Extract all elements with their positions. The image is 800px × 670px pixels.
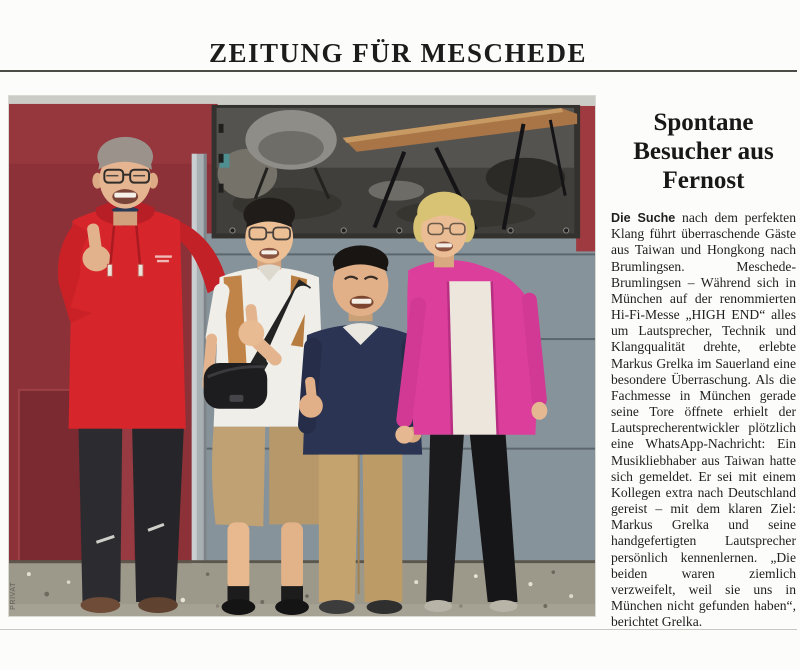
masthead-rule-divider (0, 70, 797, 72)
bottom-rule-divider (0, 629, 797, 630)
masthead-title: ZEITUNG FÜR MESCHEDE (208, 38, 588, 68)
photo-credit: PRIVAT (10, 582, 17, 610)
news-photo (8, 95, 596, 617)
article-body (611, 210, 796, 630)
article-column (611, 104, 796, 630)
photo-scene-svg (9, 96, 595, 616)
article-body-text: nach dem perfekten Klang führt überraschende Gäste aus Taiwan und Hongkong nach Brumlingsen. Meschede-Brumlingsen – Während sich in München auf der renommierten Hi-Fi-Messe „HIGH END“ alles um Lautsprecher, Technik und Klangqualität drehte, erlebte Markus Grelka im Sauerland eine besondere Überraschung. Als die Fachmesse in München gerade seine Tore öffnete erhielt der Lautsprecherentwickler plötzlich eine WhatsApp-Nachricht: Ein Musikliebhaber aus Taiwan hatte sich gemeldet. Er sei mit einem Kollegen extra nach Deutschland gereist – mit dem klaren Ziel: Markus Grelka und seine handgefertigten Lautsprecher persönlich kennenlernen. „Die beiden waren ziemlich verzweifelt, weil sie uns in München nicht gefunden haben“, berichtet Grelka. (611, 210, 796, 630)
article-headline: Spontane Besucher aus Fernost (633, 109, 774, 194)
article-lead: Die Suche (611, 211, 676, 225)
